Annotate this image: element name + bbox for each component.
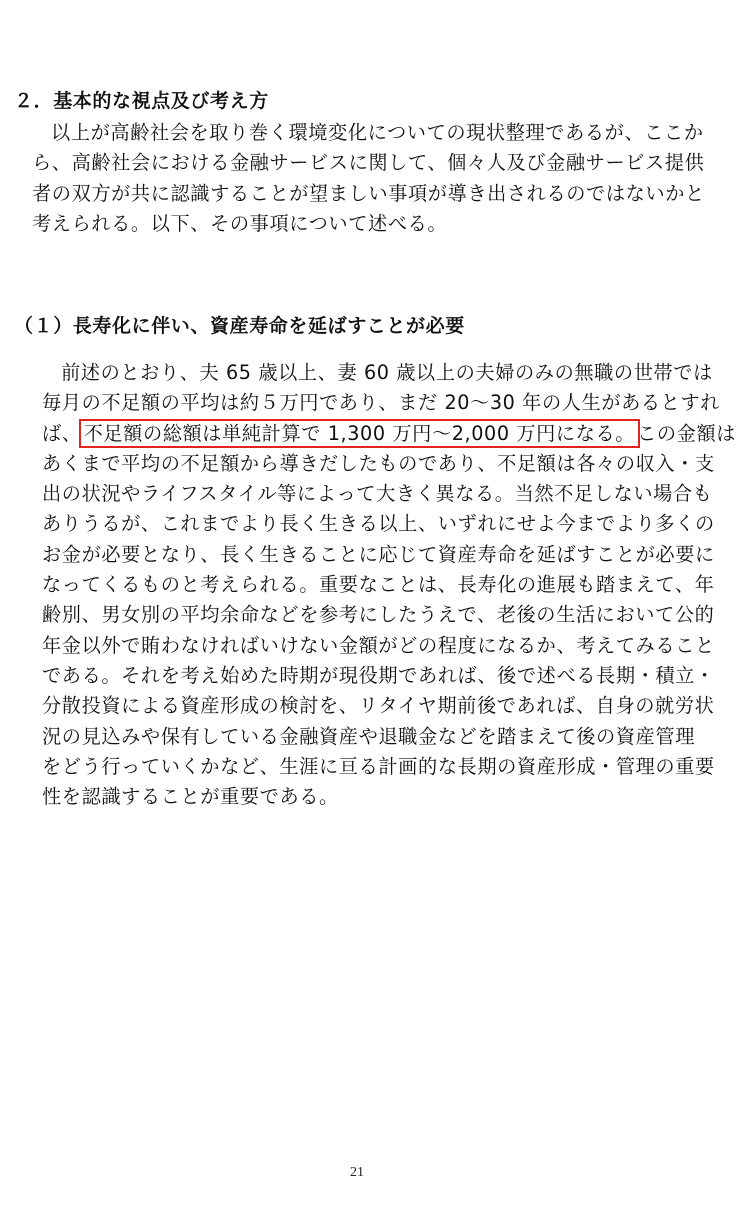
page-number: 21 [350,1165,364,1180]
paragraph-line: 分散投資による資産形成の検討を、リタイヤ期前後であれば、自身の就労状 [42,694,715,718]
paragraph-line: ありうるが、これまでより長く生きる以上、いずれにせよ今までより多くの [42,512,715,536]
paragraph-line: 況の見込みや保有している金融資産や退職金などを踏まえて後の資産管理 [42,724,695,748]
paragraph-line: 出の状況やライフスタイル等によって大きく異なる。当然不足しない場合も [42,482,713,506]
paragraph-line: 性を認識することが重要である。 [42,785,339,809]
paragraph-line: なってくるものと考えられる。重要なことは、長寿化の進展も踏まえて、年 [42,573,715,597]
section-heading: ２．基本的な視点及び考え方 [14,90,269,112]
paragraph-line: 毎月の不足額の平均は約５万円であり、まだ 20～30 年の人生があるとすれ [42,391,721,415]
paragraph-line: をどう行っていくかなど、生涯に亘る計画的な長期の資産形成・管理の重要 [42,754,715,778]
paragraph-line: あくまで平均の不足額から導きだしたものであり、不足額は各々の収入・支 [42,451,715,475]
paragraph-line: 年金以外で賄わなければいけない金額がどの程度になるか、考えてみること [42,633,715,657]
paragraph-line: である。それを考え始めた時期が現役期であれば、後で述べる長期・積立・ [42,663,715,687]
subsection-heading: （１）長寿化に伴い、資産寿命を延ばすことが必要 [14,315,465,337]
subsection-paragraph [42,358,736,812]
paragraph-line: 齢別、男女別の平均余命などを参考にしたうえで、老後の生活において公的 [42,603,715,627]
paragraph-line-with-highlight [42,419,736,449]
paragraph-line: 以上が高齢社会を取り巻く環境変化についての現状整理であるが、ここか [51,121,704,144]
highlighted-text: 不足額の総額は単純計算で 1,300 万円～2,000 万円になる。 [83,421,636,445]
paragraph-line: 考えられる。以下、その事項について述べる。 [32,211,448,235]
section-intro-paragraph [32,118,708,239]
line-suffix: この金額は [637,421,736,445]
paragraph-line: ら、高齢社会における金融サービスに関して、個々人及び金融サービス提供 [32,151,705,175]
line-prefix: ば、 [42,421,82,445]
paragraph-line: お金が必要となり、長く生きることに応じて資産寿命を延ばすことが必要に [42,542,715,566]
paragraph-line: 前述のとおり、夫 65 歳以上、妻 60 歳以上の夫婦のみの無職の世帯では [61,361,713,384]
paragraph-line: 者の双方が共に認識することが望ましい事項が導き出されるのではないかと [32,181,705,205]
